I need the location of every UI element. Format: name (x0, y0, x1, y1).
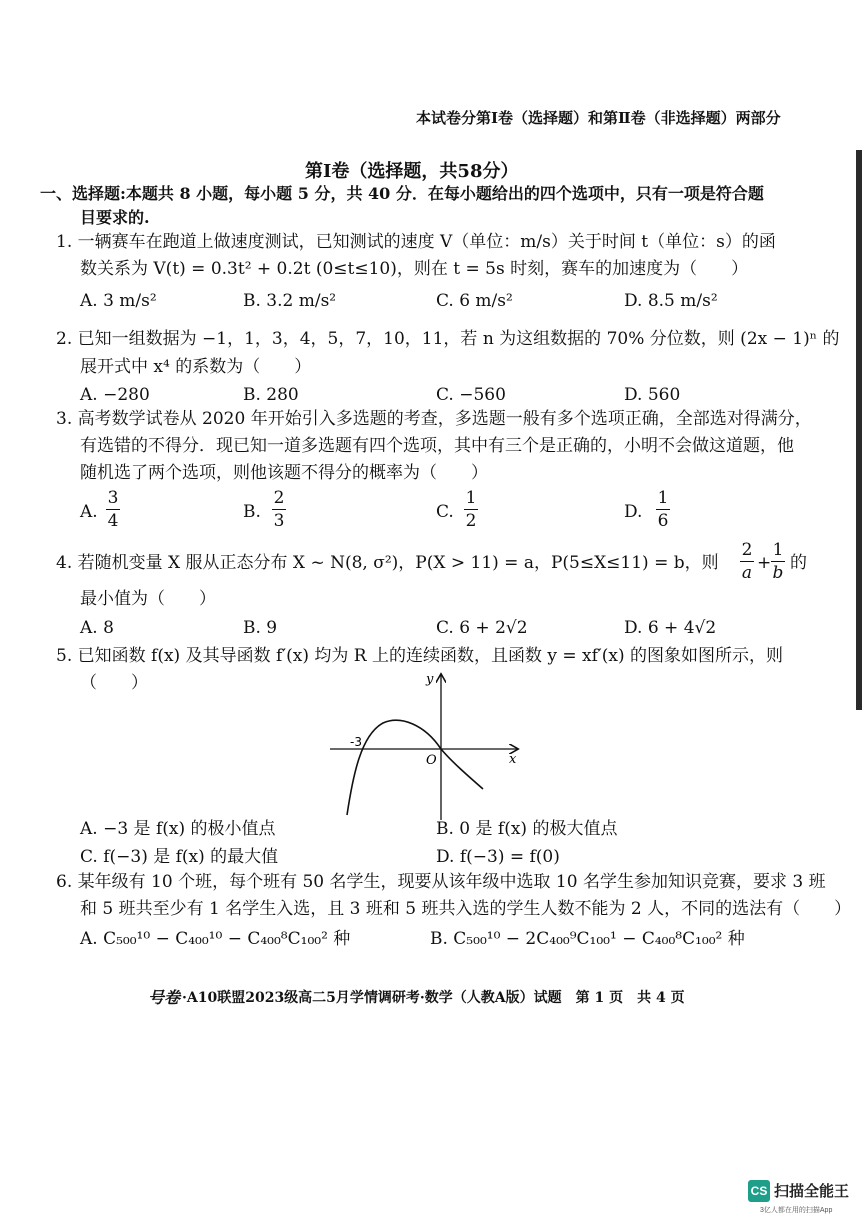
q4-fraction-1-over-b (771, 540, 785, 583)
curve-xfprime (347, 720, 483, 815)
fraction-bar (106, 509, 120, 510)
q4-option-a: A. 8 (80, 618, 114, 638)
fraction-denominator: a (741, 563, 753, 583)
q6-option-a: A. C₅₀₀¹⁰ − C₄₀₀¹⁰ − C₄₀₀⁸C₁₀₀² 种 (80, 929, 351, 949)
footer-text: ·A10联盟2023级高二5月学情调研考·数学（人教A版）试题 第 1 页 共 4 页 (182, 990, 685, 1006)
fraction-denominator: 3 (273, 511, 285, 531)
fraction-denominator: 2 (465, 511, 477, 531)
top-note: 本试卷分第Ⅰ卷（选择题）和第Ⅱ卷（非选择题）两部分 (416, 109, 781, 127)
q3-option-a-letter: A. (80, 502, 98, 522)
fraction-bar (464, 509, 478, 510)
q4-option-d: D. 6 + 4√2 (624, 618, 717, 638)
part-intro-line1: 一、选择题:本题共 8 小题，每小题 5 分，共 40 分．在每小题给出的四个选项中，只有一项是符合题 (40, 184, 764, 203)
question-1-line1: 1. 一辆赛车在跑道上做速度测试，已知测试的速度 V（单位：m/s）关于时间 t（单位：s）的函 (56, 232, 776, 252)
q3-option-b-letter: B. (243, 502, 261, 522)
part-intro-line2: 目要求的. (80, 208, 150, 227)
q4-option-c: C. 6 + 2√2 (436, 618, 528, 638)
fraction-denominator: b (772, 563, 784, 583)
footer-brand-mark: 号卷 (148, 988, 181, 1007)
q3-option-c-fraction (464, 488, 478, 531)
question-2-line1: 2. 已知一组数据为 −1，1，3，4，5，7，10，11，若 n 为这组数据的 70% 分位数，则 (2x − 1)ⁿ 的 (56, 329, 840, 349)
question-3-line1: 3. 高考数学试卷从 2020 年开始引入多选题的考查，多选题一般有多个选项正确，全部选对得满分， (56, 409, 812, 429)
q3-option-c-letter: C. (436, 502, 454, 522)
question-6-line2: 和 5 班共至少有 1 名学生入选，且 3 班和 5 班共入选的学生人数不能为 2 人，不同的选法有（ ） (80, 899, 852, 919)
question-3-line3: 随机选了两个选项，则他该题不得分的概率为（ ） (80, 463, 488, 483)
function-graph (325, 665, 525, 825)
q2-option-c: C. −560 (436, 385, 506, 405)
q1-option-a: A. 3 m/s² (80, 291, 157, 311)
camscanner-logo-icon: CS (748, 1180, 770, 1202)
q4-tail-text: 的 (790, 553, 807, 573)
q2-option-a: A. −280 (80, 385, 150, 405)
fraction-bar (272, 509, 286, 510)
fraction-numerator: 3 (107, 488, 119, 508)
q4-option-b: B. 9 (243, 618, 278, 638)
q2-option-d: D. 560 (624, 385, 681, 405)
page-edge-shadow (856, 150, 862, 710)
fraction-bar (740, 561, 754, 562)
fraction-numerator: 1 (772, 540, 784, 560)
q1-option-b: B. 3.2 m/s² (243, 291, 337, 311)
q5-option-b: B. 0 是 f(x) 的极大值点 (436, 819, 618, 839)
fraction-numerator: 1 (465, 488, 477, 508)
camscanner-tagline: 3亿人都在用的扫描App (760, 1207, 833, 1214)
fraction-denominator: 6 (657, 511, 669, 531)
question-4-line2: 最小值为（ ） (80, 589, 216, 609)
q1-option-d: D. 8.5 m/s² (624, 291, 718, 311)
camscanner-name: 扫描全能王 (774, 1183, 850, 1200)
root-label: -3 (350, 735, 362, 749)
fraction-denominator: 4 (107, 511, 119, 531)
fraction-bar (771, 561, 785, 562)
q5-option-d: D. f(−3) = f(0) (436, 847, 560, 867)
q5-option-c: C. f(−3) 是 f(x) 的最大值 (80, 847, 279, 867)
question-1-line2: 数关系为 V(t) = 0.3t² + 0.2t (0≤t≤10)，则在 t = 5s 时刻，赛车的加速度为（ ） (80, 259, 749, 279)
fraction-numerator: 1 (657, 488, 669, 508)
fraction-bar (656, 509, 670, 510)
q4-fraction-2-over-a (740, 540, 754, 583)
q4-plus-sign: + (757, 553, 772, 573)
q3-option-d-fraction (656, 488, 670, 531)
fraction-numerator: 2 (741, 540, 753, 560)
q6-option-b: B. C₅₀₀¹⁰ − 2C₄₀₀⁹C₁₀₀¹ − C₄₀₀⁸C₁₀₀² 种 (430, 929, 745, 949)
q5-option-a: A. −3 是 f(x) 的极小值点 (80, 819, 276, 839)
x-axis-label: x (509, 752, 517, 767)
question-5-line2: （ ） (80, 673, 148, 693)
question-4-line1: 4. 若随机变量 X 服从正态分布 X ~ N(8, σ²)，P(X > 11) = a，P(5≤X≤11) = b，则 (56, 553, 719, 573)
q1-option-c: C. 6 m/s² (436, 291, 513, 311)
question-6-line1: 6. 某年级有 10 个班，每个班有 50 名学生，现要从该年级中选取 10 名学生参加知识竞赛，要求 3 班 (56, 872, 826, 892)
fraction-numerator: 2 (273, 488, 285, 508)
section-title: 第Ⅰ卷（选择题，共58分） (305, 161, 519, 182)
q2-option-b: B. 280 (243, 385, 299, 405)
origin-label: O (426, 753, 437, 768)
q3-option-b-fraction (272, 488, 286, 531)
q3-option-a-fraction (106, 488, 120, 531)
q3-option-d-letter: D. (624, 502, 643, 522)
question-2-line2: 展开式中 x⁴ 的系数为（ ） (80, 357, 312, 377)
question-3-line2: 有选错的不得分．现已知一道多选题有四个选项，其中有三个是正确的，小明不会做这道题，他 (80, 436, 794, 456)
y-axis-label: y (426, 672, 434, 687)
question-5-line1: 5. 已知函数 f(x) 及其导函数 f′(x) 均为 R 上的连续函数，且函数 y = xf′(x) 的图象如图所示，则 (56, 646, 784, 666)
